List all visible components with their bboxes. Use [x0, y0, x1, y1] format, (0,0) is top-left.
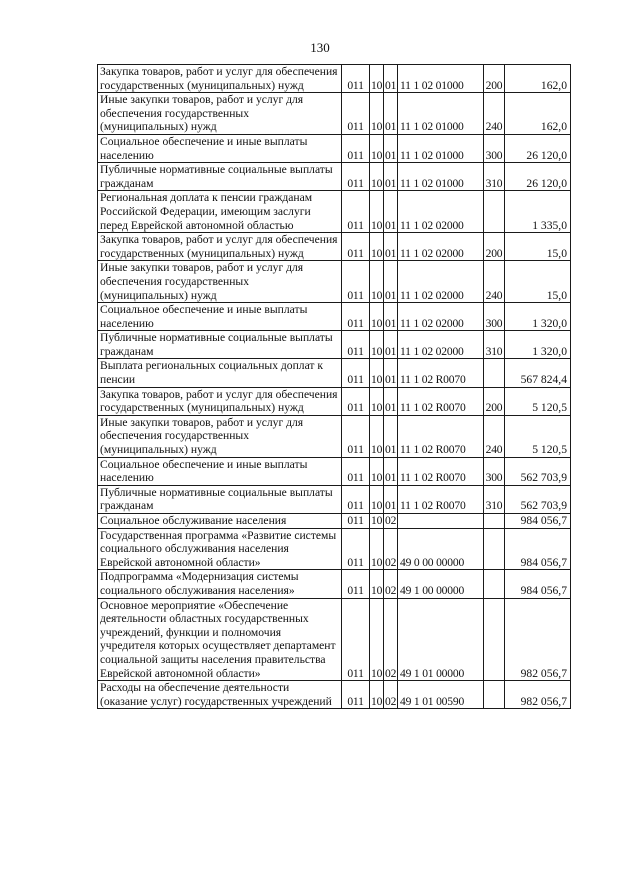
target-article-cell: 11 1 02 02000	[398, 191, 484, 233]
budget-table	[97, 64, 571, 709]
table-row	[98, 233, 571, 261]
amount-cell: 5 120,5	[505, 415, 571, 457]
expense-type-cell	[484, 359, 505, 387]
expense-type-cell: 200	[484, 233, 505, 261]
target-article-cell: 49 1 01 00590	[398, 681, 484, 709]
ministry-code-cell: 011	[342, 485, 370, 513]
amount-cell: 15,0	[505, 233, 571, 261]
expense-type-cell: 200	[484, 65, 505, 93]
target-article-cell: 49 1 01 00000	[398, 598, 484, 681]
target-article-cell: 11 1 02 R0070	[398, 359, 484, 387]
section-code-cell: 10	[370, 134, 384, 162]
expense-type-cell	[484, 598, 505, 681]
ministry-code-cell: 011	[342, 93, 370, 135]
table-row	[98, 457, 571, 485]
subsection-code-cell: 01	[384, 485, 398, 513]
target-article-cell: 11 1 02 02000	[398, 331, 484, 359]
expense-name-cell: Иные закупки товаров, работ и услуг для обеспечения государственных (муниципальных) нужд	[98, 415, 342, 457]
expense-type-cell	[484, 514, 505, 529]
expense-type-cell: 310	[484, 331, 505, 359]
table-row	[98, 331, 571, 359]
amount-cell: 562 703,9	[505, 485, 571, 513]
section-code-cell: 10	[370, 387, 384, 415]
amount-cell: 984 056,7	[505, 528, 571, 570]
ministry-code-cell: 011	[342, 528, 370, 570]
target-article-cell: 11 1 02 R0070	[398, 387, 484, 415]
table-row	[98, 598, 571, 681]
amount-cell: 982 056,7	[505, 598, 571, 681]
table-body	[98, 65, 571, 709]
subsection-code-cell: 02	[384, 528, 398, 570]
ministry-code-cell: 011	[342, 331, 370, 359]
subsection-code-cell: 02	[384, 570, 398, 598]
target-article-cell: 11 1 02 02000	[398, 233, 484, 261]
expense-name-cell: Публичные нормативные социальные выплаты гражданам	[98, 485, 342, 513]
ministry-code-cell: 011	[342, 387, 370, 415]
subsection-code-cell: 01	[384, 93, 398, 135]
amount-cell: 984 056,7	[505, 514, 571, 529]
ministry-code-cell: 011	[342, 65, 370, 93]
table-row	[98, 387, 571, 415]
subsection-code-cell: 01	[384, 303, 398, 331]
target-article-cell: 11 1 02 01000	[398, 93, 484, 135]
expense-type-cell	[484, 570, 505, 598]
expense-name-cell: Публичные нормативные социальные выплаты гражданам	[98, 331, 342, 359]
target-article-cell: 11 1 02 02000	[398, 261, 484, 303]
expense-type-cell	[484, 191, 505, 233]
expense-type-cell: 240	[484, 93, 505, 135]
amount-cell: 162,0	[505, 93, 571, 135]
section-code-cell: 10	[370, 93, 384, 135]
section-code-cell: 10	[370, 681, 384, 709]
amount-cell: 26 120,0	[505, 163, 571, 191]
table-row	[98, 415, 571, 457]
amount-cell: 15,0	[505, 261, 571, 303]
target-article-cell: 11 1 02 R0070	[398, 457, 484, 485]
ministry-code-cell: 011	[342, 134, 370, 162]
subsection-code-cell: 02	[384, 598, 398, 681]
expense-name-cell: Выплата региональных социальных доплат к пенсии	[98, 359, 342, 387]
target-article-cell: 11 1 02 02000	[398, 303, 484, 331]
ministry-code-cell: 011	[342, 303, 370, 331]
target-article-cell: 11 1 02 01000	[398, 134, 484, 162]
section-code-cell: 10	[370, 303, 384, 331]
amount-cell: 5 120,5	[505, 387, 571, 415]
subsection-code-cell: 02	[384, 681, 398, 709]
subsection-code-cell: 01	[384, 191, 398, 233]
section-code-cell: 10	[370, 359, 384, 387]
amount-cell: 562 703,9	[505, 457, 571, 485]
expense-name-cell: Социальное обеспечение и иные выплаты населению	[98, 457, 342, 485]
ministry-code-cell: 011	[342, 681, 370, 709]
ministry-code-cell: 011	[342, 261, 370, 303]
amount-cell: 567 824,4	[505, 359, 571, 387]
target-article-cell: 11 1 02 01000	[398, 163, 484, 191]
expense-name-cell: Расходы на обеспечение деятельности (оказание услуг) государственных учреждений	[98, 681, 342, 709]
subsection-code-cell: 01	[384, 457, 398, 485]
expense-type-cell: 310	[484, 163, 505, 191]
section-code-cell: 10	[370, 570, 384, 598]
subsection-code-cell: 01	[384, 134, 398, 162]
subsection-code-cell: 01	[384, 65, 398, 93]
section-code-cell: 10	[370, 191, 384, 233]
ministry-code-cell: 011	[342, 359, 370, 387]
target-article-cell: 11 1 02 01000	[398, 65, 484, 93]
section-code-cell: 10	[371, 514, 383, 527]
subsection-code-cell: 01	[384, 261, 398, 303]
target-article-cell: 49 0 00 00000	[398, 528, 484, 570]
expense-name-cell: Закупка товаров, работ и услуг для обеспечения государственных (муниципальных) нужд	[98, 65, 342, 93]
expense-type-cell: 200	[484, 387, 505, 415]
expense-type-cell: 300	[484, 303, 505, 331]
expense-name-cell: Закупка товаров, работ и услуг для обеспечения государственных (муниципальных) нужд	[98, 387, 342, 415]
expense-name-cell: Закупка товаров, работ и услуг для обеспечения государственных (муниципальных) нужд	[98, 233, 342, 261]
table-row	[98, 359, 571, 387]
section-code-cell: 10	[370, 457, 384, 485]
section-code-cell: 10	[370, 598, 384, 681]
section-code-cell: 10	[370, 261, 384, 303]
subsection-code-cell: 01	[384, 331, 398, 359]
ministry-code-cell: 011	[342, 457, 370, 485]
target-article-cell: 11 1 02 R0070	[398, 415, 484, 457]
table-row	[98, 134, 571, 162]
amount-cell: 162,0	[505, 65, 571, 93]
expense-name-cell: Социальное обеспечение и иные выплаты населению	[98, 303, 342, 331]
table-row	[98, 681, 571, 709]
subsection-code-cell: 01	[384, 233, 398, 261]
table-row	[98, 528, 571, 570]
expense-name-cell: Подпрограмма «Модернизация системы социального обслуживания населения»	[98, 570, 342, 598]
expense-type-cell: 300	[484, 457, 505, 485]
expense-name-cell: Иные закупки товаров, работ и услуг для обеспечения государственных (муниципальных) нужд	[98, 261, 342, 303]
expense-name-cell: Социальное обслуживание населения	[98, 514, 342, 529]
target-article-cell: 11 1 02 R0070	[398, 485, 484, 513]
ministry-code-cell: 011	[342, 233, 370, 261]
subsection-code-cell: 01	[384, 387, 398, 415]
ministry-code-cell: 011	[342, 191, 370, 233]
table-row	[98, 485, 571, 513]
table-row	[98, 570, 571, 598]
amount-cell: 982 056,7	[505, 681, 571, 709]
ministry-code-cell: 011	[342, 415, 370, 457]
subsection-code-cell: 01	[384, 163, 398, 191]
subsection-code-cell: 02	[385, 514, 397, 527]
table-row	[98, 93, 571, 135]
table-row	[98, 261, 571, 303]
section-code-cell: 10	[370, 415, 384, 457]
section-code-cell: 10	[370, 163, 384, 191]
table-row	[98, 191, 571, 233]
expense-type-cell: 240	[484, 261, 505, 303]
subsection-code-cell: 01	[384, 359, 398, 387]
expense-type-cell	[484, 528, 505, 570]
expense-type-cell: 310	[484, 485, 505, 513]
expense-name-cell: Иные закупки товаров, работ и услуг для обеспечения государственных (муниципальных) нужд	[98, 93, 342, 135]
expense-name-cell: Основное мероприятие «Обеспечение деятельности областных государственных учреждений, функции и полномочия учредителя которых осуществляет департамент социальной защиты населения правительства Еврейской автономной области»	[98, 598, 342, 681]
ministry-code-cell: 011	[342, 598, 370, 681]
target-article-cell	[398, 514, 484, 529]
table-row	[98, 163, 571, 191]
expense-type-cell: 240	[484, 415, 505, 457]
ministry-code-cell: 011	[342, 570, 370, 598]
amount-cell: 26 120,0	[505, 134, 571, 162]
amount-cell: 1 320,0	[505, 331, 571, 359]
section-code-cell: 10	[370, 233, 384, 261]
expense-type-cell: 300	[484, 134, 505, 162]
section-code-cell: 10	[370, 65, 384, 93]
amount-cell: 1 335,0	[505, 191, 571, 233]
section-code-cell: 10	[370, 485, 384, 513]
page-number: 130	[310, 40, 330, 55]
table-row	[98, 303, 571, 331]
ministry-code-cell: 011	[342, 514, 370, 529]
table-row	[98, 65, 571, 93]
section-code-cell: 10	[370, 331, 384, 359]
expense-name-cell: Социальное обеспечение и иные выплаты населению	[98, 134, 342, 162]
section-code-cell: 10	[370, 528, 384, 570]
ministry-code-cell: 011	[342, 163, 370, 191]
target-article-cell: 49 1 00 00000	[398, 570, 484, 598]
amount-cell: 984 056,7	[505, 570, 571, 598]
expense-type-cell	[484, 681, 505, 709]
amount-cell: 1 320,0	[505, 303, 571, 331]
subsection-code-cell: 01	[384, 415, 398, 457]
expense-name-cell: Государственная программа «Развитие системы социального обслуживания населения Еврейской автономной области»	[98, 528, 342, 570]
expense-name-cell: Публичные нормативные социальные выплаты гражданам	[98, 163, 342, 191]
expense-name-cell: Региональная доплата к пенсии гражданам Российской Федерации, имеющим заслуги перед Еврейской автономной областью	[98, 191, 342, 233]
table-row	[98, 514, 571, 529]
